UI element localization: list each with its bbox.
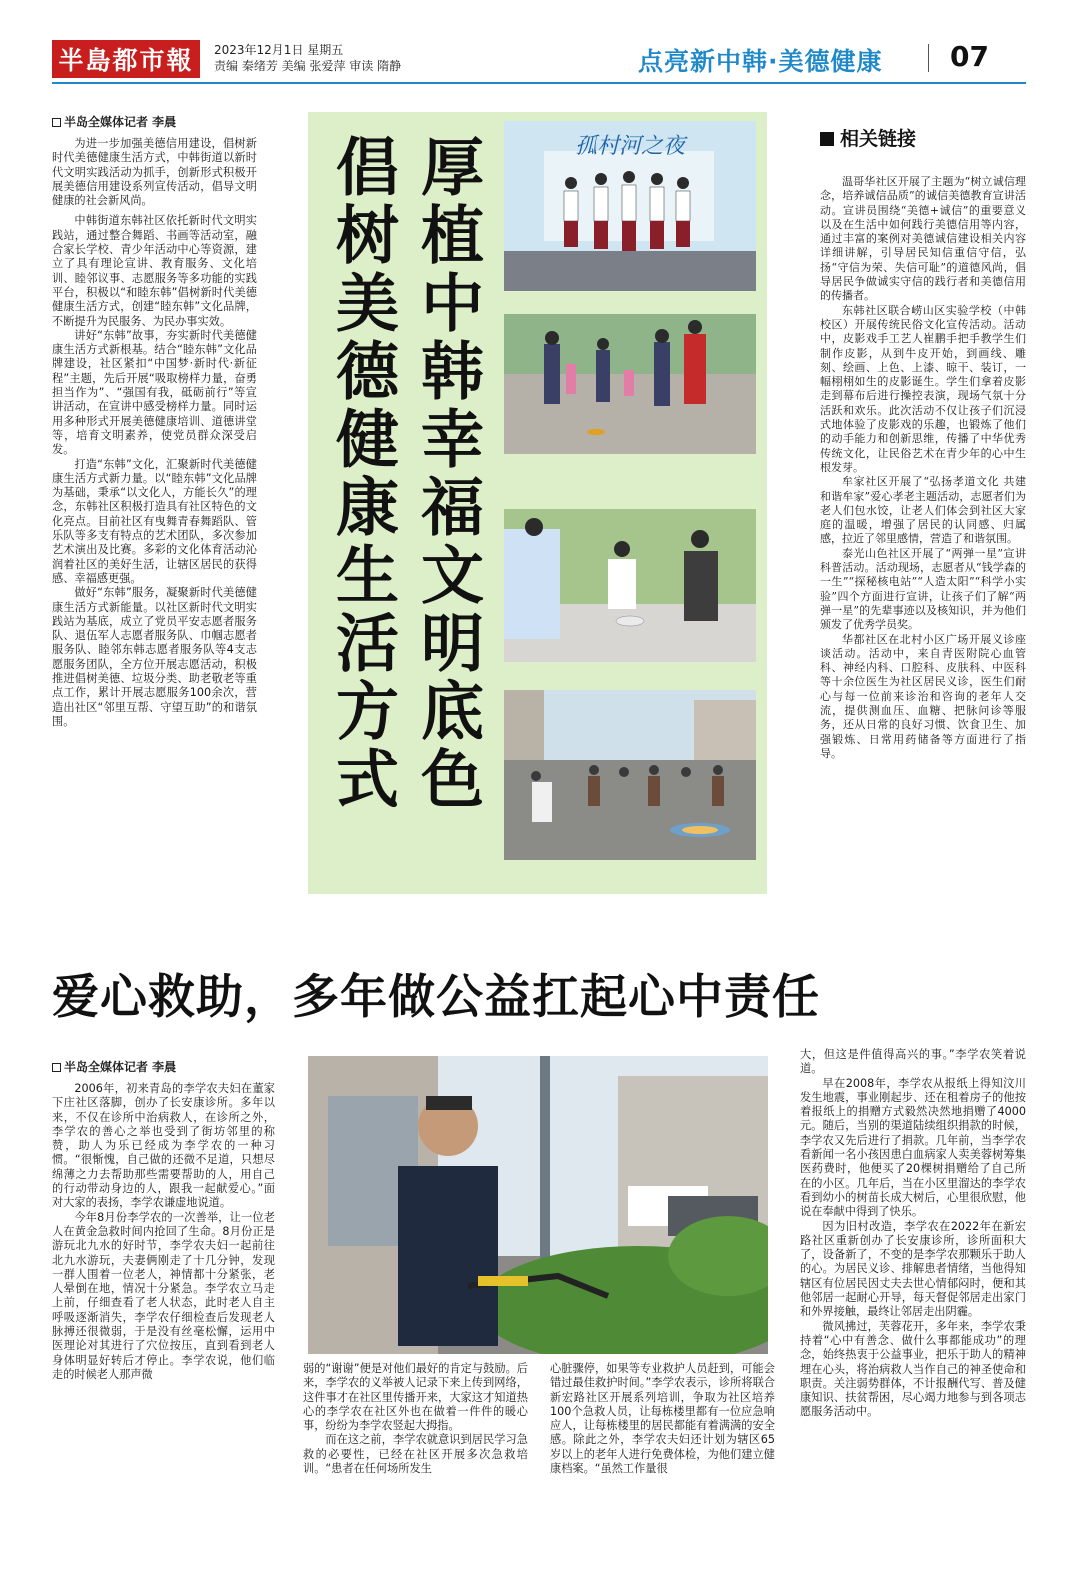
photo-man-trimming-hedge <box>308 1056 768 1354</box>
article2-paragraph: 微风拂过，芙蓉花开，多年来，李学农秉持着“心中有善念、做什么事都能成功”的理念，始终热衷于公益事业，把乐于助人的精神埋在心头，将治病救人当作自己的神圣使命和职责。关注弱势群体，不计报酬代写、普及健康知识、扶贫帮困，尽心竭力地参与到各项志愿服务活动中。 <box>800 1319 1026 1419</box>
article1-body <box>52 137 257 895</box>
byline-box-icon <box>52 118 61 127</box>
article2-column4 <box>800 1048 1026 1542</box>
article2-paragraph: 大，但这是件值得高兴的事。”李学农笑着说道。 <box>800 1048 1026 1076</box>
issue-date: 2023年12月1日 星期五 <box>214 43 344 57</box>
related-links-heading <box>820 124 916 151</box>
article2-paragraph: 弱的“谢谢”便是对他们最好的肯定与鼓励。后来，李学农的义举被人记录下来上传到网络，这件事才在社区里传播开来，大家这才知道热心的李学农在社区外也在做着一件件的暖心事，纷纷为李学农竖起大拇指。 <box>303 1362 528 1433</box>
article2-paragraph: 而在这之前，李学农就意识到居民学习急救的必要性，已经在社区开展多次急救培训。“患者在任何场所发生 <box>303 1433 528 1476</box>
photo-stage-performance <box>504 121 756 291</box>
photo-outdoor-activity <box>504 314 756 454</box>
section-title-part1: 点亮新中韩 <box>638 47 769 76</box>
article2-paragraph: 早在2008年，李学农从报纸上得知汶川发生地震，事业刚起步、还在租着房子的他按着报纸上的捐赠方式毅然决然地捐赠了4000元。随后，当别的渠道陆续组织捐款的时候，李学农又先后进行了捐款。几年前，当李学农看新闻一名小孩因患白血病家人卖美蓉树筹集医药费时，他便买了20棵树捐赠给了自己所在的小区。几年后，当在小区里溜达的李学农看到幼小的树苗长成大树后，心里很欣慰，他说在奉献中得到了快乐。 <box>800 1076 1026 1219</box>
article1-paragraph: 中韩街道东韩社区依托新时代文明实践站，通过整合舞蹈、书画等活动室，融合家长学校、青少年活动中心等资源，建立了具有理论宣讲、教育服务、文化培训、睦邻议事、志愿服务等多功能的实践平台，积极以“和睦东韩”倡树新时代美德健康生活方式，创建“睦东韩”文化品牌，不断提升为民服务、为民办事实效。 <box>52 214 257 328</box>
article1-byline <box>52 113 176 130</box>
article2-byline <box>52 1058 176 1075</box>
header-separator <box>928 44 929 72</box>
section-title <box>638 42 883 78</box>
article1-byline-text: 半岛全媒体记者 李晨 <box>64 115 177 129</box>
article2-byline-text: 半岛全媒体记者 李晨 <box>64 1060 177 1074</box>
article1-paragraph: 为进一步加强美德信用建设，倡树新时代美德健康生活方式，中韩街道以新时代文明实践活动为抓手，创新形式积极开展美德信用建设系列宣传活动，倡导文明健康的社会新风尚。 <box>52 137 257 208</box>
article1-title-line1: 厚植中韩幸福文明底色 <box>411 134 484 814</box>
related-paragraph: 泰光山色社区开展了“两弹一星”宣讲科普活动。活动现场，志愿者从“钱学森的一生”“探秘核电站”“人造太阳”“科学小实验”四个方面进行宣讲，让孩子们了解“两弹一星”的先辈事迹以及核知识，并为他们颁发了优秀学员奖。 <box>820 546 1026 632</box>
article2-headline: 爱心救助，多年做公益扛起心中责任 <box>52 970 820 1025</box>
article1-paragraph: 做好“东韩”服务，凝聚新时代美德健康生活方式新能量。以社区新时代文明实践站为基底，成立了党员平安志愿者服务队、退伍军人志愿者服务队、巾帼志愿者服务队、睦邻东韩志愿者服务队等4支志愿服务团队，全方位开展志愿活动，积极推进倡树美德、垃圾分类、助老敬老等重点工作，累计开展志愿服务100余次，营造出社区“邻里互帮、守望互助”的和谐氛围。 <box>52 586 257 728</box>
related-paragraph: 温哥华社区开展了主题为“树立诚信理念，培养诚信品质”的诚信美德教育宣讲活动。宣讲员围绕“美德+诚信”的重要意义以及在生活中如何践行美德信用等内容，通过丰富的案例对美德诚信建设相关内容详细讲解，引导居民知信重信守信，弘扬“守信为荣、失信可耻”的道德风尚，倡导居民争做诚实守信的践行者和美德信用的传播者。 <box>820 175 1026 303</box>
article2-column3 <box>550 1362 775 1542</box>
photo-shadow-puppet-class <box>504 509 756 662</box>
article2-paragraph: 因为旧村改造，李学农在2022年在新宏路社区重新创办了长安康诊所，诊所面积大了，设备新了，不变的是李学农那颗乐于助人的心。为居民义诊、排解患者情绪，当他得知辖区有位居民因丈夫去世心情郁闷时，便和其他邻居一起耐心开导，每天督促邻居走出家门和外界接触，最终让邻居走出阴霾。 <box>800 1219 1026 1319</box>
newspaper-masthead: 半島都市報 <box>52 40 200 78</box>
related-links-body <box>820 175 1026 895</box>
related-links-heading-text: 相关链接 <box>840 128 917 150</box>
article1-paragraph: 打造“东韩”文化，汇聚新时代美德健康生活方式新力量。以“睦东韩”文化品牌为基础，秉承“以文化人，方能长久”的理念，东韩社区积极打造具有社区特色的文化亮点。目前社区有曳舞青春舞蹈队、管乐队等多支有特点的艺术团队，多次参加艺术演出及比赛。多彩的文化体育活动沁润着社区的美好生活，让辖区居民的获得感、幸福感更强。 <box>52 457 257 585</box>
issue-info <box>214 42 401 74</box>
article2-paragraph: 今年8月份李学农的一次善举，让一位老人在黄金急救时间内抢回了生命。8月份正是游玩北九水的好时节，李学农夫妇一起前往北九水游玩，夫妻俩刚走了十几分钟，发现一群人围着一位老人，神情都十分紧张，老人晕倒在地，情况十分紧急。李学农立马走上前，仔细查看了老人状态，此时老人自主呼吸逐渐消失，李学农仔细检查后发现老人脉搏还很微弱，于是没有丝毫松懈，运用中医理论对其进行了穴位按压，直到看到老人身体明显好转后才停止。李学农说，他们临走的时候老人那声微 <box>52 1210 275 1381</box>
byline-box-icon <box>52 1063 61 1072</box>
article2-paragraph: 2006年，初来青岛的李学农夫妇在董家下庄社区落脚，创办了长安康诊所。多年以来，不仅在诊所中治病救人，在诊所之外，李学农的善心之举也受到了街坊邻里的称赞，助人为乐已经成为李学农的一种习惯。“很惭愧，自己做的还微不足道，只想尽绵薄之力去帮助那些需要帮助的人，用自己的行动带动身边的人，跟我一起献爱心。”面对大家的表扬，李学农谦虚地说道。 <box>52 1082 275 1210</box>
section-title-part2: 美德健康 <box>778 47 883 76</box>
section-title-dot: · <box>768 47 779 76</box>
photo-community-square <box>504 690 756 860</box>
article2-column2 <box>303 1362 528 1542</box>
header-rule <box>52 82 1026 84</box>
photo1-caption: 孤村河之夜 <box>574 134 685 159</box>
square-bullet-icon <box>820 132 834 146</box>
article1-title-line2: 倡树美德健康生活方式 <box>326 134 399 814</box>
related-paragraph: 东韩社区联合崂山区实验学校（中韩校区）开展传统民俗文化宣传活动。活动中，皮影戏手工艺人崔鹏手把手教学生们制作皮影，从到牛皮开始，到画线、雕刻、绘画、上色、上漆、晾干、装订，一幅栩栩如生的皮影诞生。学生们拿着皮影走到幕布后进行操控表演，现场气氛十分活跃和欢乐。此次活动不仅让孩子们沉浸式地体验了皮影戏的乐趣，也锻炼了他们的动手能力和创新思维，传播了中华优秀传统文化，让民俗艺术在青少年的心中生根发芽。 <box>820 303 1026 474</box>
editor-credits: 责编 秦绪芳 美编 张爱萍 审读 隋静 <box>214 59 402 73</box>
article1-paragraph: 讲好“东韩”故事，夯实新时代美德健康生活方式新根基。结合“睦东韩”文化品牌建设，社区紧扣“中国梦·新时代·新征程”主题，先后开展“吸取榜样力量，奋勇担当作为”、“强国有我，砥砺前行”等宣讲活动，在宣讲中感受榜样力量。同时运用多种形式开展美德健康培训、道德讲堂等，培育文明素养，使党员群众深受启发。 <box>52 328 257 457</box>
related-paragraph: 牟家社区开展了“弘扬孝道文化 共建和谐牟家”爱心孝老主题活动，志愿者们为老人们包水饺，让老人们体会到社区大家庭的温暖，增强了居民的认同感、归属感，拉近了邻里感情，营造了和谐氛围。 <box>820 475 1026 546</box>
feature-box <box>308 112 767 894</box>
article2-column1 <box>52 1082 275 1542</box>
article2-paragraph: 心脏骤停，如果等专业救护人员赶到，可能会错过最佳救护时间。”李学农表示，诊所将联合新宏路社区开展系列培训，争取为社区培养100个急救人员，让每栋楼里都有一位应急响应人，让每栋楼里的居民都能有着满满的安全感。除此之外，李学农夫妇还计划为辖区65岁以上的老年人进行免费体检，为他们建立健康档案。“虽然工作量很 <box>550 1362 775 1476</box>
page-number: 07 <box>950 40 989 73</box>
related-paragraph: 华都社区在北村小区广场开展义诊座谈活动。活动中，来自青医附院心血管科、神经内科、口腔科、皮肤科、中医科等十余位医生为社区居民义诊，医生们耐心与每一位前来诊治和咨询的老年人交流，提供测血压、血糖、把脉问诊等服务，还从日常的良好习惯、饮食卫生、加强锻炼、日常用药储备等方面进行了指导。 <box>820 632 1026 760</box>
